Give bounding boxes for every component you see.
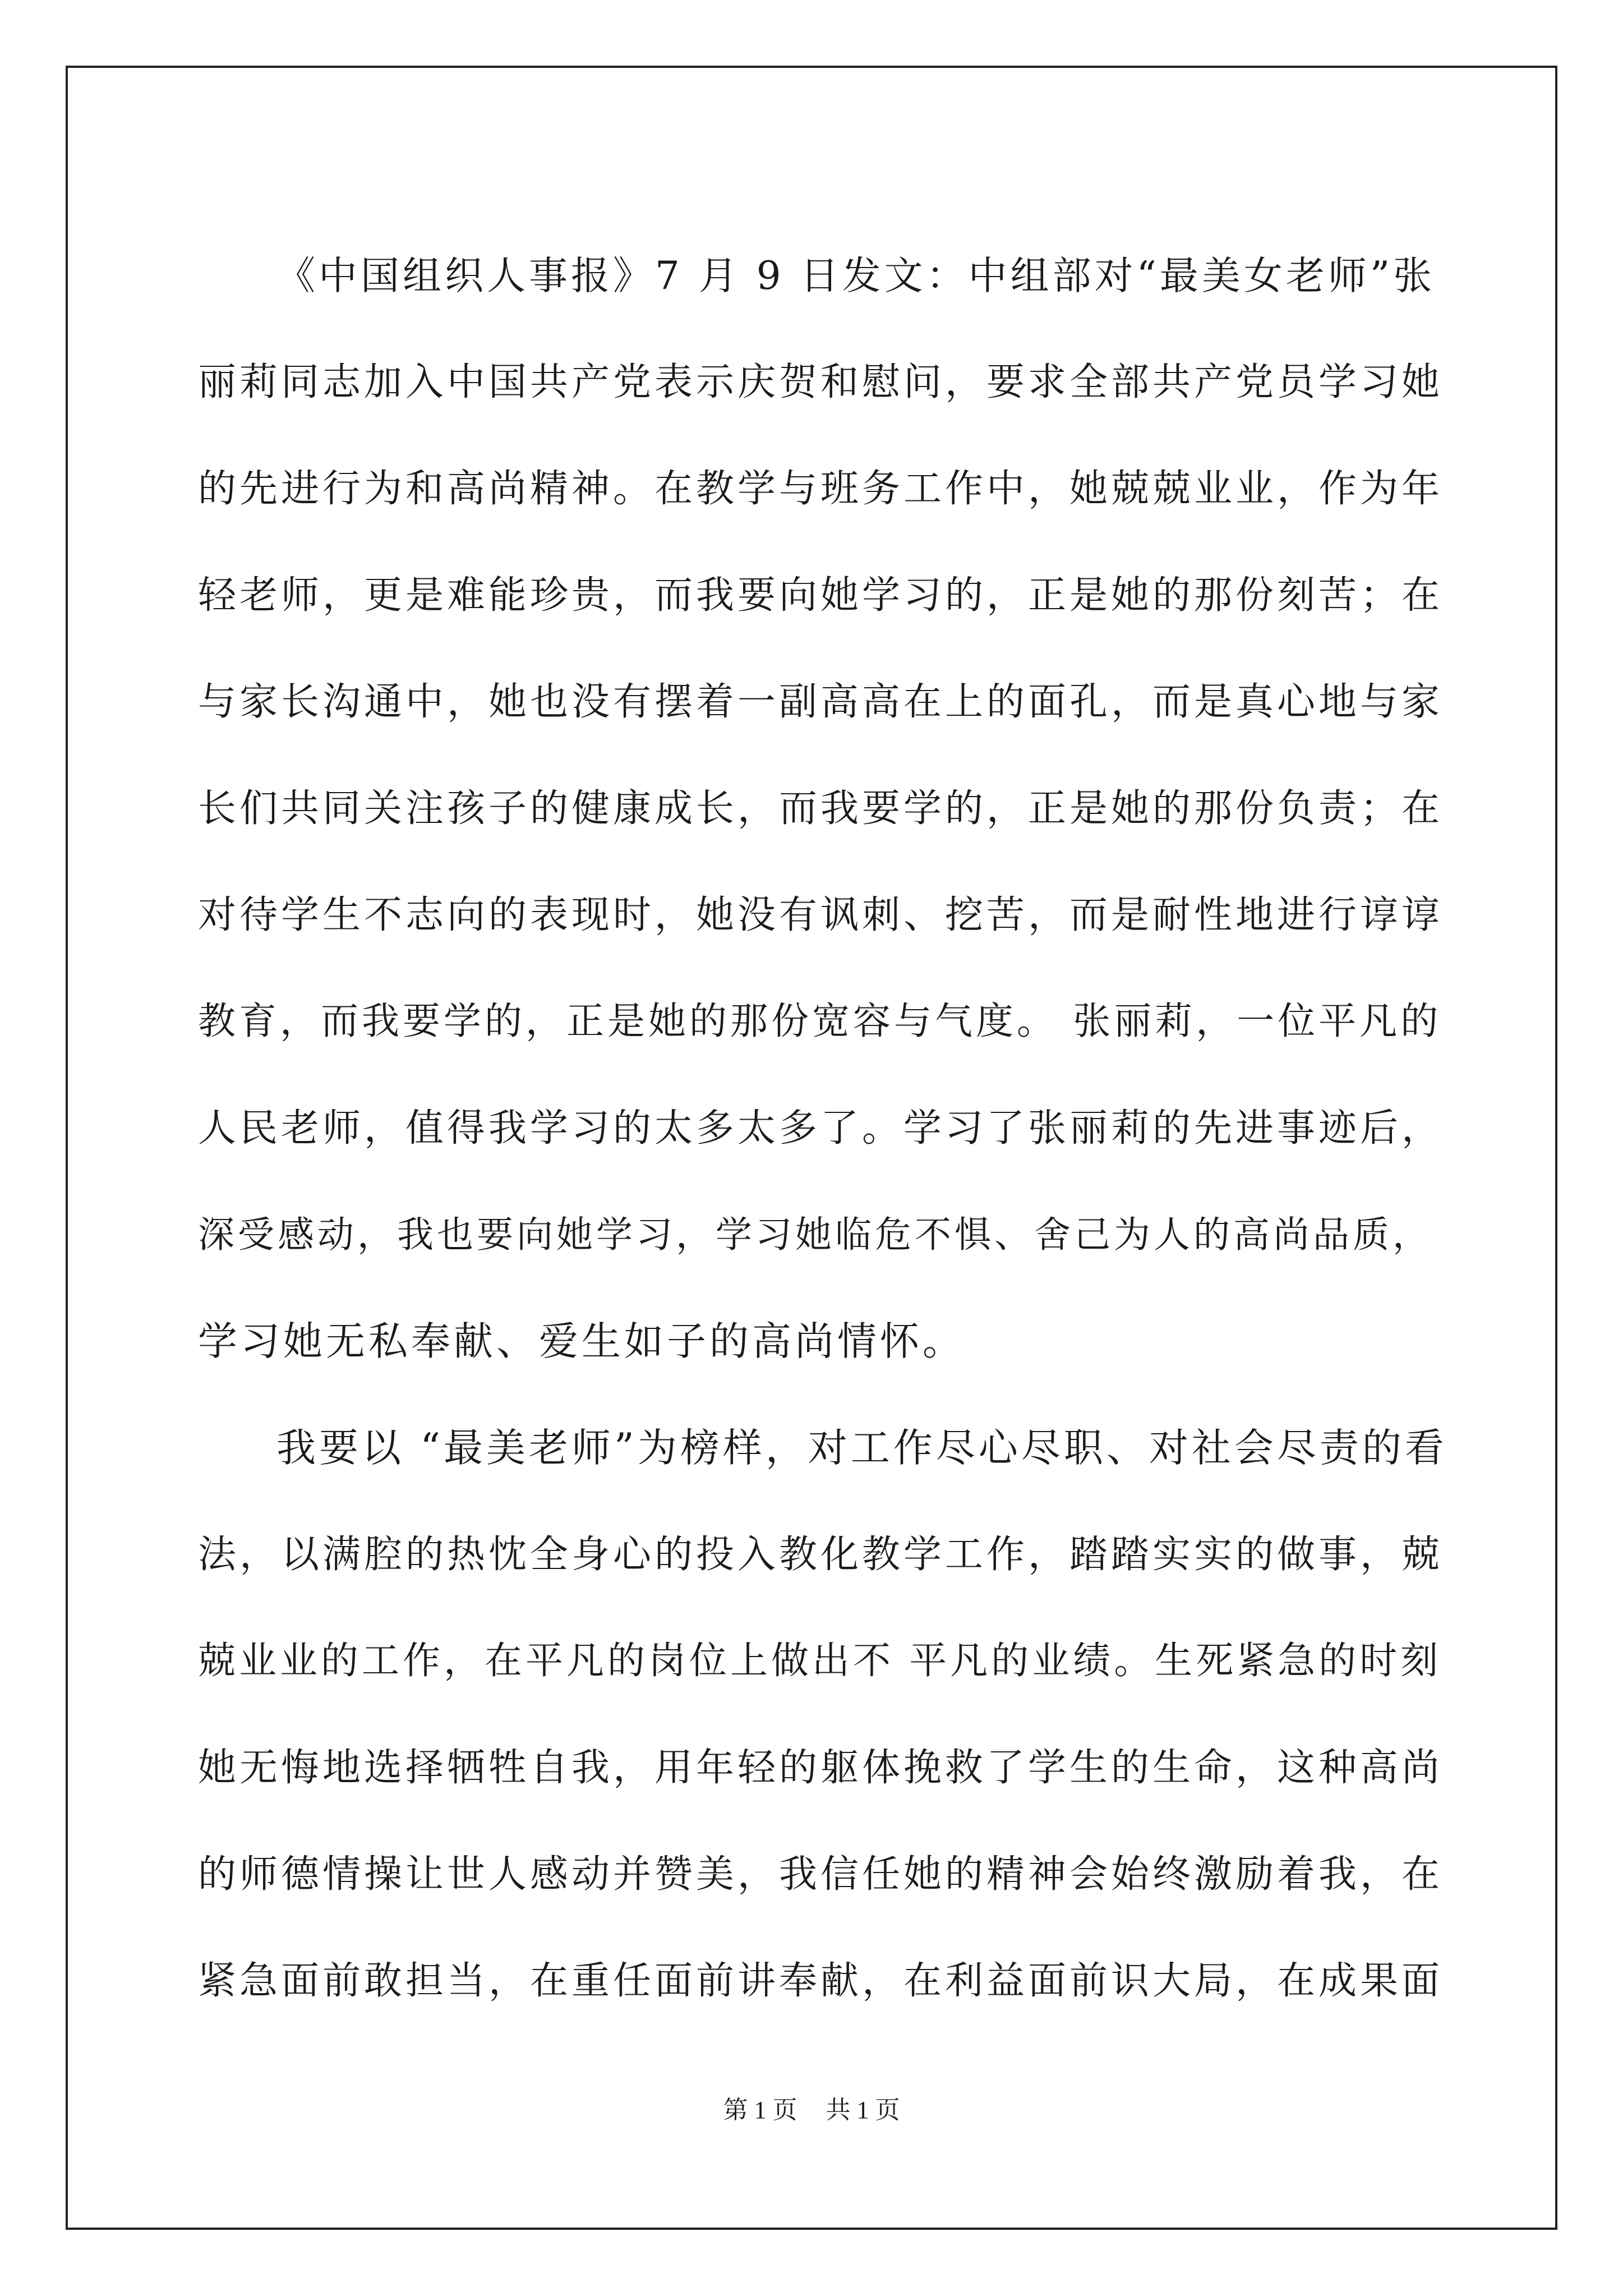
text-line: 长们共同关注孩子的健康成长，而我要学的，正是她的那份负责；在	[198, 786, 1444, 831]
text-line: 《中国组织人事报》7 月 9 日发文：中组部对“最美女老师”张	[276, 253, 1436, 298]
text-line: 兢业业的工作，在平凡的岗位上做出不 平凡的业绩。生死紧急的时刻	[198, 1639, 1442, 1682]
text-line: 她无悔地选择牺牲自我，用年轻的躯体挽救了学生的生命，这种高尚	[198, 1745, 1444, 1790]
page-footer	[0, 2090, 1623, 2125]
text-line: 紧急面前敢担当，在重任面前讲奉献，在利益面前识大局，在成果面	[198, 1958, 1444, 2003]
text-line: 深受感动，我也要向她学习，学习她临危不惧、舍己为人的高尚品质，	[198, 1214, 1433, 1256]
page-number: 第 1 页	[723, 2096, 797, 2124]
text-line: 对待学生不志向的表现时，她没有讽刺、挖苦，而是耐性地进行谆谆	[198, 892, 1444, 937]
page-total: 共 1 页	[826, 2096, 900, 2124]
text-line: 教育，而我要学的，正是她的那份宽容与气度。 张丽莉，一位平凡的	[198, 999, 1442, 1043]
text-line: 的师德情操让世人感动并赞美，我信任她的精神会始终激励着我，在	[198, 1852, 1444, 1897]
document-body	[198, 219, 1449, 2031]
text-line: 人民老师，值得我学习的太多太多了。学习了张丽莉的先进事迹后，	[198, 1106, 1444, 1151]
text-line: 学习她无私奉献、爱生如子的高尚情怀。	[198, 1318, 965, 1364]
text-line: 丽莉同志加入中国共产党表示庆贺和慰问，要求全部共产党员学习她	[198, 360, 1444, 404]
text-line: 的先进行为和高尚精神。在教学与班务工作中，她兢兢业业，作为年	[198, 466, 1444, 511]
text-line: 法，以满腔的热忱全身心的投入教化教学工作，踏踏实实的做事，兢	[198, 1532, 1444, 1577]
text-line: 我要以 “最美老师”为榜样，对工作尽心尽职、对社会尽责的看	[276, 1424, 1447, 1471]
text-line: 轻老师，更是难能珍贵，而我要向她学习的，正是她的那份刻苦；在	[198, 573, 1444, 618]
text-line: 与家长沟通中，她也没有摆着一副高高在上的面孔，而是真心地与家	[198, 679, 1444, 724]
